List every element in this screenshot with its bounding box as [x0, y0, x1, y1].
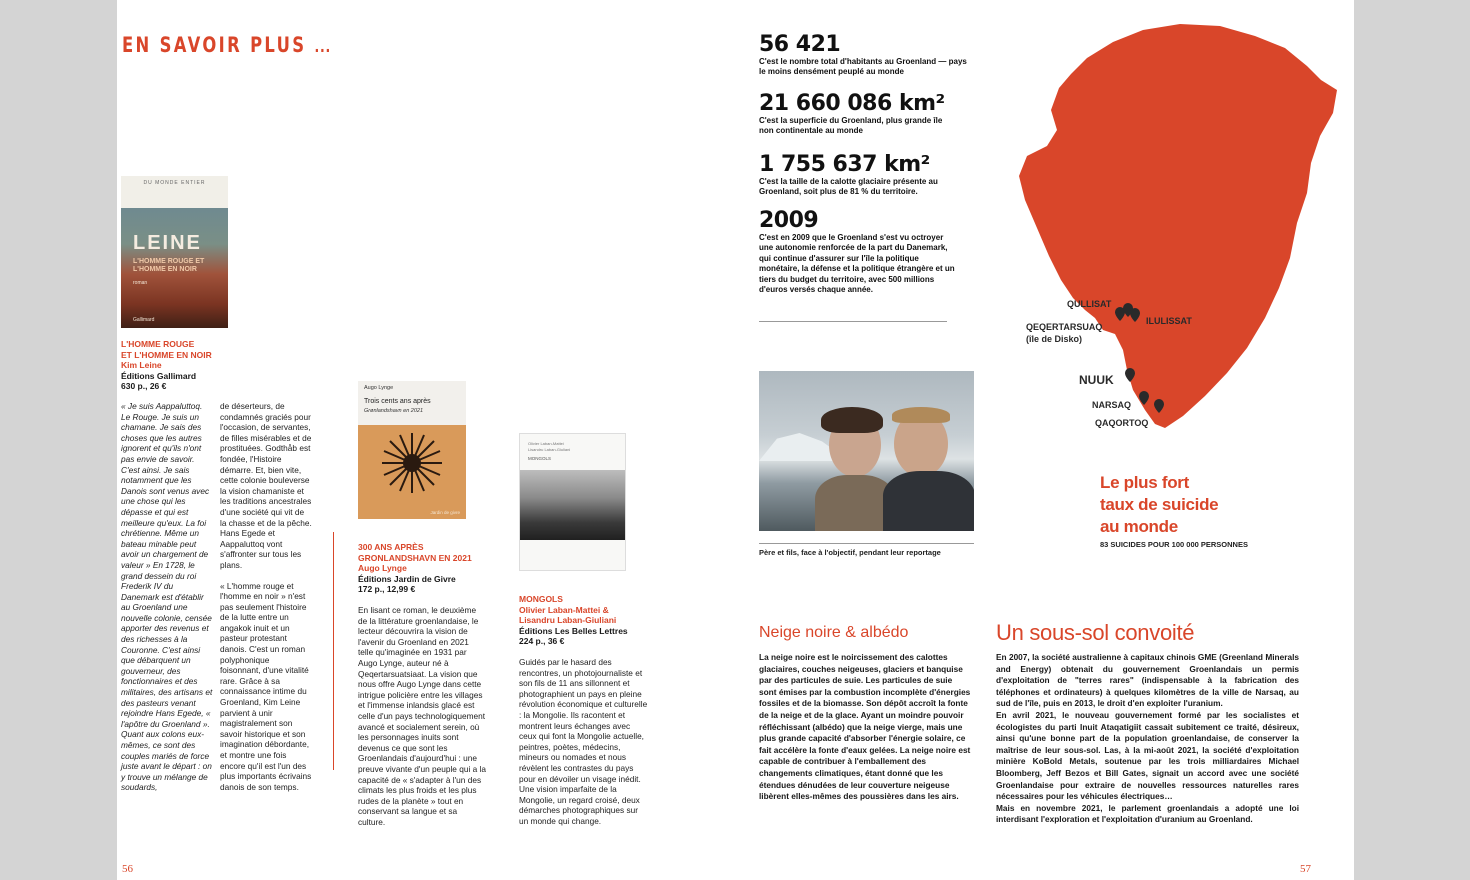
cover3-photo	[520, 470, 626, 540]
book2-title-2: GRONLANDSHAVN EN 2021	[358, 552, 472, 563]
cover-series: DU MONDE ENTIER	[143, 180, 206, 186]
cover2-publisher: Jardin de givre	[430, 510, 460, 515]
book1-text-col2: de déserteurs, de condamnés graciés pour l'occasion, de servantes, de filles misérables et de prostituées. Godthåb est fondée, l'Histoire démarre. Et, bien vite, cette colonie bouleverse la vision chamaniste et les traditions ancestrales d'une société qui vit de la chasse et de la pêche. Hans Egede et Aappaluttoq vont s'affronter sur tous les plans. « L'homme rouge et l'homme en noir » n'est pas seulement l'histoire de la lutte entre un angakok inuit et un pasteur protestant danois. C'est un roman polyphonique foisonnant, d'une vitalité rare. Grâce à sa connaissance intime du Groenland, Kim Leine parvient à unir magistralement son savoir historique et son imagination débordante, et montre une fois encore qu'il est l'un des plus importants écrivains danois de son temps.	[220, 401, 312, 792]
map-label-qullisat: QULLISAT	[1067, 299, 1112, 309]
book3-price: 224 p., 36 €	[519, 636, 565, 646]
page-number-right: 57	[1300, 863, 1311, 875]
cover2-sun-illustration	[378, 429, 446, 497]
stat-icecap	[759, 152, 949, 198]
book1-title-2: ET L'HOMME EN NOIR	[121, 349, 212, 360]
book2-publisher: Éditions Jardin de Givre	[358, 573, 456, 584]
book1-publisher: Éditions Gallimard	[121, 370, 197, 381]
book1-title: L'HOMME ROUGE	[121, 339, 195, 349]
book3-text: Guidés par le hasard des rencontres, un photojournaliste et son fils de 11 ans sillonnent et photographient un pays en pleine révolution économique et culturelle : la Mongolie. Ils racontent et montrent leurs échanges avec ceux qui font la Mongolie actuelle, peintres, poètes, médecins, mineurs ou nomades et nous révèlent les contrastes du pays pour en dévoiler un visage inédit. Une vision imparfaite de la Mongolie, un regard croisé, deux démarches photographiques sur un monde qui change.	[519, 657, 648, 826]
greenland-shape	[1019, 24, 1337, 428]
stat-value: 1 755 637 km²	[759, 152, 930, 177]
map-label-nuuk: NUUK	[1079, 373, 1114, 387]
stat-value: 2009	[759, 208, 819, 233]
book1-price: 630 p., 26 €	[121, 381, 167, 391]
stat-caption: C'est la superficie du Groenland, plus grande île non continentale au monde	[759, 116, 943, 136]
suicide-headline: Le plus fort taux de suicide au monde	[1100, 473, 1219, 536]
stat-population	[759, 32, 969, 78]
divider	[759, 321, 947, 322]
stat-caption: C'est le nombre total d'habitants au Groenland — pays le moins densément peuplé au monde	[759, 57, 967, 77]
photo-caption: Père et fils, face à l'objectif, pendant leur reportage	[759, 548, 941, 557]
map-label-qaqortoq: QAQORTOQ	[1095, 418, 1149, 428]
divider	[333, 532, 334, 770]
book3-publisher: Éditions Les Belles Lettres	[519, 625, 628, 636]
stat-caption: C'est la taille de la calotte glaciaire présente au Groenland, soit plus de 81 % du territoire.	[759, 177, 938, 197]
book-cover-lynge	[358, 381, 466, 519]
stat-value: 56 421	[759, 32, 841, 57]
cover2-author: Augo Lynge	[364, 385, 394, 391]
book3-title: MONGOLS	[519, 594, 563, 604]
cover3-title: MONGOLS	[528, 456, 552, 461]
map-label-qeqertarsuaq: QEQERTARSUAQ	[1026, 322, 1103, 332]
cover2-title: Trois cents ans après	[364, 398, 431, 405]
book1-author: Kim Leine	[121, 360, 162, 370]
divider	[759, 543, 974, 544]
map-label-narsaq: NARSAQ	[1092, 400, 1132, 410]
stat-area	[759, 91, 949, 137]
stat-autonomy	[759, 208, 959, 295]
stat-caption: C'est en 2009 que le Groenland s'est vu octroyer une autonomie renforcée de la part du Danemark, qui continue d'assurer sur l'île la politique monétaire, la défense et la politique étrangère et un tiers du budget du territoire, avec 500 millions d'euros versés chaque année.	[759, 233, 955, 295]
cover-title: L'HOMME ROUGE ET L'HOMME EN NOIR	[133, 258, 205, 273]
book3-author: Olivier Laban-Mattei &	[519, 604, 609, 615]
cover-publisher: Gallimard	[133, 317, 155, 323]
neige-title: Neige noire & albédo	[759, 624, 909, 641]
neige-text: La neige noire est le noircissement des calottes glaciaires, couches neigeuses, glaciers et banquise par des particules de suie. Les particules de suie sont émises par la combustion incomplète d'énergies fossiles et de la biomasse. Son dépôt accroît la fonte de la neige et de la glace. Ayant un moindre pouvoir réfléchissant (albédo) que la neige vierge, mais une plus grande capacité d'absorber l'énergie solaire, ce fait accélère la fonte d'eaux gelées. La neige noire est capable de contribuer à l'emballement des changements climatiques, étant donné que les étendues dénudées de leur couverture neigeuse libèrent elles-mêmes des poussières dans les airs.	[759, 652, 971, 802]
left-page	[117, 0, 735, 880]
stat-value: 21 660 086 km²	[759, 91, 945, 116]
book-cover-mongols	[519, 433, 626, 571]
cover-author: LEINE	[133, 232, 202, 254]
map-label-disko: (île de Disko)	[1026, 334, 1083, 344]
book3-author-2: Lisandru Laban-Giuliani	[519, 615, 617, 625]
cover2-subtitle: Grønlandshavn en 2021	[364, 408, 424, 414]
page-number-left: 56	[122, 863, 133, 875]
cover3-coauthor: Lisandru Laban-Giuliani	[528, 447, 571, 452]
photo-father-son	[759, 371, 974, 531]
book1-text-col1: « Je suis Aappaluttoq. Le Rouge. Je suis un chamane. Je sais des choses que les autres ignorent et qu'ils n'ont pas envie de savoir. C'est ainsi. Je sais notamment que les Danois sont venus avec une chose qui les dépasse et qui est meilleure qu'eux. La foi chrétienne. Même un bateau minable peut avoir un chargement de valeur » En 1728, le grand dessein du roi Frederik IV du Danemark est d'établir au Groenland une nouvelle colonie, censée apporter des revenus et des richesses à la Couronne. C'est ainsi que débarquent un gouverneur, des fonctionnaires et des militaires, des artisans et des pasteurs venant rejoindre Hans Egede, « l'apôtre du Groenland ». Quant aux colons eux-mêmes, ce sont des couples mariés de force juste avant le départ : on y trouve un mélange de soudards,	[121, 401, 213, 793]
soussol-text: En 2007, la société australienne à capitaux chinois GME (Greenland Minerals and Energy) obtenait du gouvernement Groenlandais un permis d'exploitation de "terres rares" (indispensable à la fabrication des téléphones et ordinateurs) à quelques kilomètres de la ville de Narsaq, au sud de l'île, puis en 2013, le droit d'en exploiter l'uranium. En avril 2021, le nouveau gouvernement formé par les socialistes et écologistes du parti Inuit Ataqatigiit cassait subitement ce traité, désireux, ainsi qu'une bonne part de la population groenlandaise, de conserver la maîtrise de leur sous-sol. Las, à la mi-août 2021, la société d'exploitation minière KoBold Metals, soutenue par les trois milliardaires Michael Bloomberg, Jeff Bezos et Bill Gates, signait un accord avec une société Groenlandaise pour extraire de nouvelles ressources naturelles rares nécessaires pour les véhicules électriques… Mais en novembre 2021, le parlement groenlandais a adopté une loi interdisant l'exploration et l'exploitation d'uranium au Groenland.	[996, 652, 1299, 825]
soussol-title: Un sous-sol convoité	[996, 620, 1195, 645]
book2-text: En lisant ce roman, le deuxième de la littérature groenlandaise, le lecteur découvrira la vision de l'avenir du Groenland en 2021 telle qu'imaginée en 1931 par Augo Lynge, auteur né à Qeqertarsuatsiaat. La vision que nous offre Augo Lynge dans cette intrigue policière entre les villages et l'immense inlandsis glacé est celle d'un pays technologiquement avancé et socialement serein, où les personnages inuits sont devenus ce que sont les Groenlandais d'aujourd'hui : une preuve vivante d'un peuple qui a la capacité de « s'adapter à l'un des climats les plus froids et les plus rudes de la planète » tout en conservant sa langue et sa culture.	[358, 605, 486, 827]
book-cover-leine	[121, 176, 228, 328]
cover3-author: Olivier Laban-Mattei	[528, 441, 564, 446]
book2-author: Augo Lynge	[358, 563, 407, 573]
suicide-callout	[1100, 472, 1300, 549]
book2-price: 172 p., 12,99 €	[358, 584, 416, 594]
book2-title: 300 ANS APRÈS	[358, 542, 424, 552]
section-title: EN SAVOIR PLUS ...	[122, 33, 332, 57]
map-label-ilulissat: ILULISSAT	[1146, 316, 1192, 326]
cover-genre: roman	[133, 280, 148, 286]
greenland-map	[1015, 18, 1340, 433]
book3-info	[519, 594, 659, 647]
suicide-sub: 83 SUICIDES POUR 100 000 PERSONNES	[1100, 540, 1248, 549]
book2-info	[358, 542, 498, 595]
right-page	[735, 0, 1354, 880]
book1-info	[121, 339, 241, 392]
